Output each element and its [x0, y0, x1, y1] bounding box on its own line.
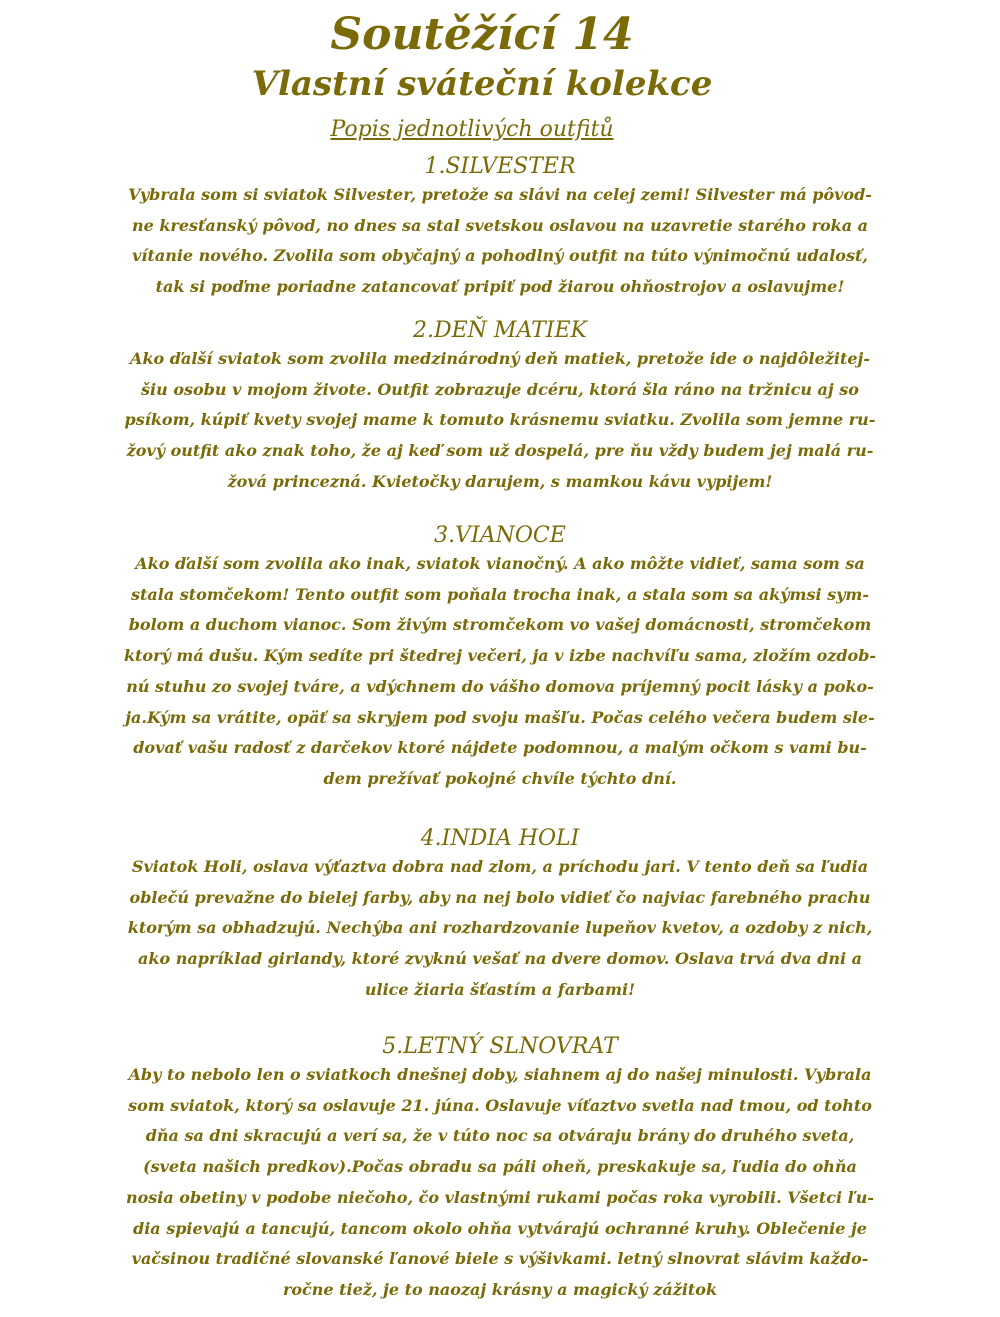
text-line: Ako ďalší som zvolila ako inak, sviatok vianočný. A ako môžte vidieť, sama som sa — [135, 554, 865, 573]
section-vianoce — [0, 523, 1000, 795]
section-title: 3.VIANOCE — [434, 523, 566, 548]
text-line: oblečú prevažne do bielej farby, aby na nej bolo vidieť čo najviac farebného prachu — [129, 887, 871, 907]
text-line: Vybrala som si sviatok Silvester, pretože sa slávi na celej zemi! Silvester má pôvod- — [128, 185, 872, 204]
text-line: ne kresťanský pôvod, no dnes sa stal svetskou oslavou na uzavretie starého roka a — [131, 215, 869, 235]
text-line: Sviatok Holi, oslava výťaztva dobra nad zlom, a príchodu jari. V tento deň sa ľudia — [131, 857, 869, 876]
text-line: bolom a duchom vianoc. Som živým stromčekom vo vašej domácnosti, stromčekom — [128, 615, 872, 635]
text-line: ktorým sa obhadzujú. Nechýba ani rozhardzovanie lupeňov kvetov, a ozdoby z nich, — [127, 918, 873, 938]
section-title: 4.INDIA HOLI — [420, 826, 580, 851]
text-line: šiu osobu v mojom živote. Outfit zobrazuje dcéru, ktorá šla ráno na tržnicu aj so — [141, 379, 859, 399]
text-line: dovať vašu radosť z darčekov ktoré nájdete podomnou, a malým očkom s vami bu- — [133, 738, 867, 758]
text-line: žový outfit ako znak toho, že aj keď som už dospelá, pre ňu vždy budem jej malá ru- — [126, 441, 874, 461]
text-line: žová princezná. Kvietočky darujem, s mamkou kávu vypijem! — [227, 471, 773, 491]
text-line: vačsinou tradičné slovanské ľanové biele s výšivkami. letný slnovrat slávim každo- — [131, 1249, 869, 1269]
section-title: 2.DEŇ MATIEK — [412, 318, 587, 343]
section-text — [0, 1060, 1000, 1306]
section-letny-slnovrat — [0, 1034, 1000, 1306]
text-line: dňa sa dni skracujú a verí sa, že v túto noc sa otváraju brány do druhého sveta, — [145, 1126, 855, 1146]
section-title: 1.SILVESTER — [424, 154, 576, 179]
outfits-heading: Popis jednotlivých outfitů — [330, 117, 614, 142]
text-line: Aby to nebolo len o sviatkoch dnešnej doby, siahnem aj do našej minulosti. Vybrala — [128, 1065, 872, 1084]
text-line: ktorý má dušu. Kým sedíte pri štedrej večeri, ja v izbe nachvíľu sama, zložím ozdob- — [123, 646, 877, 666]
section-title: 5.LETNÝ SLNOVRAT — [382, 1034, 618, 1059]
text-line: dia spievajú a tancujú, tancom okolo ohňa vytvárajú ochranné kruhy. Oblečenie je — [133, 1218, 867, 1238]
text-line: tak si poďme poriadne zatancovať pripiť pod žiarou ohňostrojov a oslavujme! — [155, 277, 845, 297]
text-line: Ako ďalší sviatok som zvolila medzinárodný deň matiek, pretože ide o najdôležitej- — [130, 349, 870, 368]
section-text — [0, 344, 1000, 498]
section-text — [0, 549, 1000, 795]
text-line: nosia obetiny v podobe niečoho, čo vlastnými rukami počas roka vyrobili. Všetci ľu- — [125, 1187, 875, 1207]
section-silvester — [0, 154, 1000, 303]
text-line: som sviatok, ktorý sa oslavuje 21. júna. Oslavuje víťaztvo svetla nad tmou, od tohto — [128, 1095, 872, 1115]
text-line: nú stuhu zo svojej tváre, a vdýchnem do vášho domova príjemný pocit lásky a poko- — [126, 676, 874, 696]
section-text — [0, 852, 1000, 1006]
text-line: (sveta našich predkov).Počas obradu sa páli oheň, preskakuje sa, ľudia do ohňa — [143, 1157, 857, 1177]
text-line: dem prežívať pokojné chvíle týchto dní. — [323, 768, 677, 788]
page-title: Soutěžící 14 — [330, 9, 634, 60]
text-line: ročne tiež, je to naozaj krásny a magický zážitok — [282, 1279, 718, 1299]
text-line: vítanie nového. Zvolila som obyčajný a pohodlný outfit na túto výnimočnú udalosť, — [132, 246, 868, 266]
section-text — [0, 180, 1000, 303]
section-india-holi — [0, 826, 1000, 1006]
section-den-matiek — [0, 318, 1000, 498]
page-subtitle: Vlastní sváteční kolekce — [251, 64, 713, 104]
text-line: psíkom, kúpiť kvety svojej mame k tomuto krásnemu sviatku. Zvolila som jemne ru- — [124, 410, 876, 430]
text-line: ulice žiaria šťastím a farbami! — [364, 979, 636, 999]
text-line: stala stomčekom! Tento outfit som poňala trocha inak, a stala som sa akýmsi sym- — [130, 584, 869, 604]
text-line: ako napríklad girlandy, ktoré zvyknú vešať na dvere domov. Oslava trvá dva dni a — [138, 949, 862, 969]
text-line: ja.Kým sa vrátite, opäť sa skryjem pod svoju mašľu. Počas celého večera budem sle- — [125, 707, 875, 727]
